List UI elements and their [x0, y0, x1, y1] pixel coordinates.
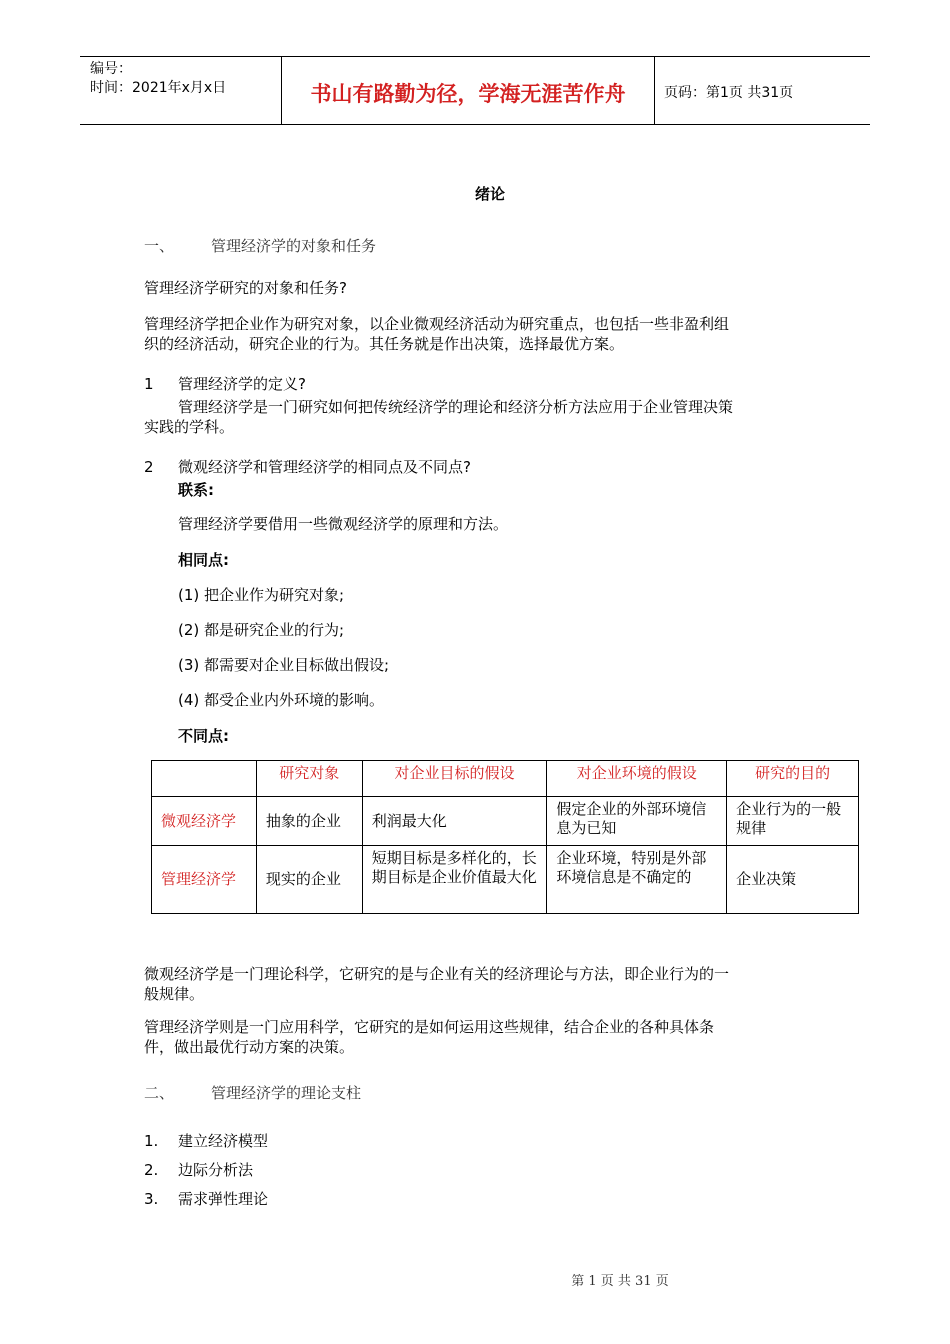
same-item: (3) 都需要对企业目标做出假设; [178, 656, 390, 674]
table-cell: 现实的企业 [256, 846, 362, 914]
pillar-item: 需求弹性理论 [178, 1190, 269, 1208]
diff-label: 不同点: [178, 727, 229, 745]
header-motto: 书山有路勤为径，学海无涯苦作舟 [310, 82, 626, 106]
section2-heading: 管理经济学的理论支柱 [211, 1084, 362, 1102]
pillar-number: 1. [144, 1132, 159, 1150]
table-header-cell [152, 761, 257, 797]
table-header-cell: 对企业环境的假设 [547, 761, 727, 797]
comparison-table [151, 760, 859, 914]
header-divider-right [654, 56, 655, 125]
table-cell: 企业决策 [727, 846, 859, 914]
table-cell: 企业环境，特别是外部环境信息是不确定的 [547, 846, 727, 914]
pillar-number: 2. [144, 1161, 159, 1179]
table-header-row [152, 761, 859, 797]
link-label: 联系: [178, 481, 214, 499]
paragraph-line: 微观经济学是一门理论科学，它研究的是与企业有关的经济理论与方法，即企业行为的一 [144, 965, 730, 983]
section1-answer [144, 314, 729, 354]
pillar-number: 3. [144, 1190, 159, 1208]
item2-question: 微观经济学和管理经济学的相同点及不同点? [178, 458, 471, 476]
header-page-info: 页码：第1页 共31页 [664, 85, 794, 101]
item1-question: 管理经济学的定义? [178, 375, 306, 393]
pillar-item: 建立经济模型 [178, 1132, 269, 1150]
number-label: 编号： [90, 61, 132, 77]
pillar-item: 边际分析法 [178, 1161, 254, 1179]
table-row-header: 管理经济学 [152, 846, 257, 914]
table-cell: 短期目标是多样化的，长期目标是企业价值最大化 [362, 846, 547, 914]
same-item: (2) 都是研究企业的行为; [178, 621, 345, 639]
micro-econ-paragraph [144, 964, 729, 1004]
header-top-rule [80, 56, 870, 57]
answer-line: 织的经济活动，研究企业的行为。其任务就是作出决策，选择最优方案。 [144, 335, 625, 353]
section1-heading: 管理经济学的对象和任务 [211, 237, 377, 255]
managerial-econ-paragraph [144, 1017, 714, 1057]
page-title: 绪论 [474, 185, 505, 203]
table-row [152, 846, 859, 914]
time-label: 时间：2021年x月x日 [90, 80, 227, 96]
table-cell: 假定企业的外部环境信息为已知 [547, 797, 727, 846]
table-header-cell: 研究对象 [256, 761, 362, 797]
table-cell: 利润最大化 [362, 797, 547, 846]
same-item: (4) 都受企业内外环境的影响。 [178, 691, 385, 709]
same-item: (1) 把企业作为研究对象; [178, 586, 345, 604]
section2-number: 二、 [144, 1084, 175, 1102]
header-bottom-rule [80, 124, 870, 125]
answer-line: 管理经济学把企业作为研究对象，以企业微观经济活动为研究重点，也包括一些非盈利组 [144, 315, 730, 333]
table-header-cell: 对企业目标的假设 [362, 761, 547, 797]
section1-number: 一、 [144, 237, 175, 255]
item2-number: 2 [144, 458, 154, 476]
header-meta [90, 60, 226, 98]
table-cell: 抽象的企业 [256, 797, 362, 846]
table-row-header: 微观经济学 [152, 797, 257, 846]
same-label: 相同点: [178, 551, 229, 569]
paragraph-line: 件，做出最优行动方案的决策。 [144, 1038, 355, 1056]
table-cell: 企业行为的一般规律 [727, 797, 859, 846]
paragraph-line: 般规律。 [144, 985, 205, 1003]
paragraph-line: 管理经济学则是一门应用科学，它研究的是如何运用这些规律，结合企业的各种具体条 [144, 1018, 715, 1036]
item1-answer-line2: 实践的学科。 [144, 418, 235, 436]
section1-question: 管理经济学研究的对象和任务? [144, 279, 347, 297]
table-row [152, 797, 859, 846]
item1-number: 1 [144, 375, 154, 393]
page-footer: 第 1 页 共 31 页 [571, 1274, 669, 1289]
table-header-cell: 研究的目的 [727, 761, 859, 797]
link-text: 管理经济学要借用一些微观经济学的原理和方法。 [178, 515, 509, 533]
item1-answer-line1: 管理经济学是一门研究如何把传统经济学的理论和经济分析方法应用于企业管理决策 [178, 398, 734, 416]
